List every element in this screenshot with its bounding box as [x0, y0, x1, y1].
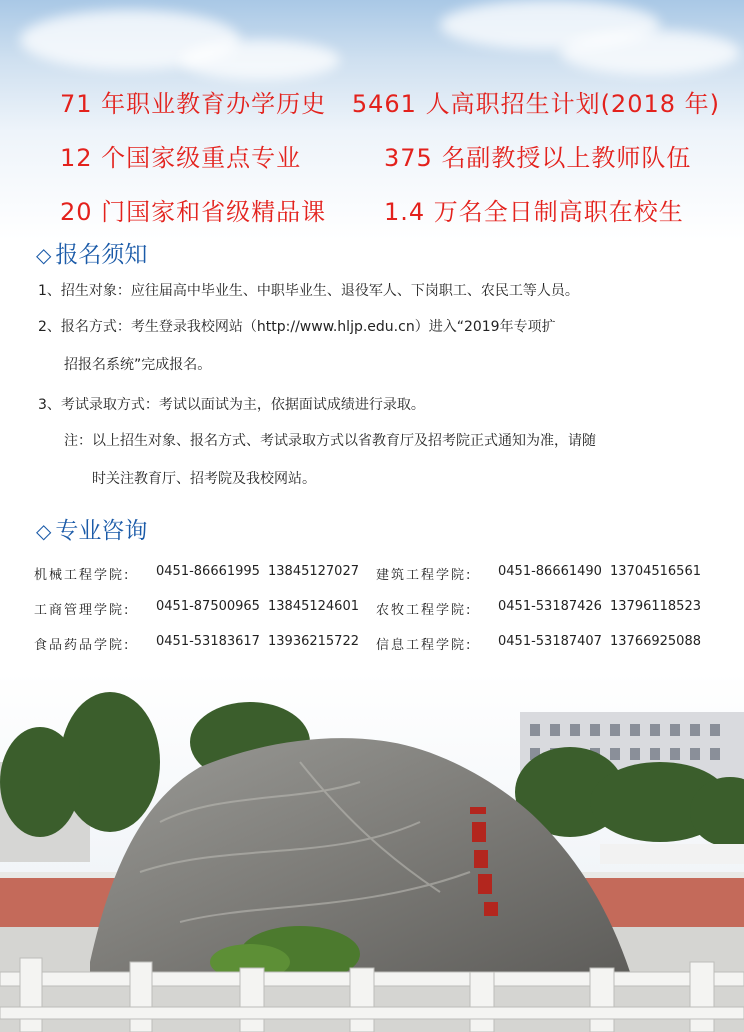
section-title-text: 报名须知 — [55, 242, 148, 268]
contact-row — [34, 591, 724, 626]
contacts-table — [34, 556, 724, 661]
mobile-number: 13704516561 — [610, 564, 701, 579]
highlight-text: 20 门国家和省级精品课 — [60, 197, 327, 226]
highlight-text: 71 年职业教育办学历史 — [60, 89, 327, 118]
college-name: 信息工程学院: — [376, 638, 473, 653]
campus-photo — [0, 672, 744, 1032]
mobile-number: 13766925088 — [610, 634, 701, 649]
contact-entry — [34, 634, 376, 653]
phone-number: 0451-86661995 — [156, 564, 260, 579]
section-title-consult — [36, 512, 147, 545]
contact-row — [34, 556, 724, 591]
college-name: 食品药品学院: — [34, 638, 131, 653]
highlight-row — [40, 128, 720, 182]
college-name: 工商管理学院: — [34, 603, 131, 618]
contact-row — [34, 626, 724, 661]
contact-entry — [376, 599, 718, 618]
contact-entry — [376, 634, 718, 653]
highlight-row — [40, 182, 720, 236]
contact-entry — [376, 564, 718, 583]
phone-number: 0451-86661490 — [498, 564, 602, 579]
contact-entry — [34, 599, 376, 618]
section-title-notice — [36, 236, 147, 269]
contact-entry — [34, 564, 376, 583]
college-name: 机械工程学院: — [34, 568, 131, 583]
mobile-number: 13936215722 — [268, 634, 359, 649]
mobile-number: 13796118523 — [610, 599, 701, 614]
phone-number: 0451-53183617 — [156, 634, 260, 649]
highlight-text: 12 个国家级重点专业 — [60, 143, 302, 172]
phone-number: 0451-53187407 — [498, 634, 602, 649]
highlights-block — [40, 74, 720, 236]
crowd — [600, 844, 744, 864]
phone-number: 0451-53187426 — [498, 599, 602, 614]
diamond-icon: ◇ — [36, 243, 52, 267]
highlight-text: 375 名副教授以上教师队伍 — [384, 143, 692, 172]
campus-photo-illustration — [0, 672, 744, 1032]
mobile-number: 13845127027 — [268, 564, 359, 579]
college-name: 建筑工程学院: — [376, 568, 473, 583]
highlight-row — [40, 74, 720, 128]
section-title-text: 专业咨询 — [55, 518, 148, 544]
notice-note: 注：以上招生对象、报名方式、考试录取方式以省教育厅及招考院正式通知为准，请随 — [64, 433, 596, 449]
highlight-text: 5461 人高职招生计划(2018 年) — [351, 89, 720, 118]
notice-line: 2、报名方式：考生登录我校网站（http://www.hljp.edu.cn）进入“2019年专项扩 — [38, 319, 556, 335]
notice-line: 1、招生对象：应往届高中毕业生、中职毕业生、退役军人、下岗职工、农民工等人员。 — [38, 283, 579, 299]
cloud-decoration — [560, 30, 740, 75]
phone-number: 0451-87500965 — [156, 599, 260, 614]
diamond-icon: ◇ — [36, 519, 52, 543]
highlight-text: 1.4 万名全日制高职在校生 — [384, 197, 684, 226]
college-name: 农牧工程学院: — [376, 603, 473, 618]
notice-line: 招报名系统”完成报名。 — [64, 357, 212, 373]
notice-line: 3、考试录取方式：考试以面试为主，依据面试成绩进行录取。 — [38, 397, 425, 413]
mobile-number: 13845124601 — [268, 599, 359, 614]
notice-note: 时关注教育厅、招考院及我校网站。 — [92, 471, 316, 487]
